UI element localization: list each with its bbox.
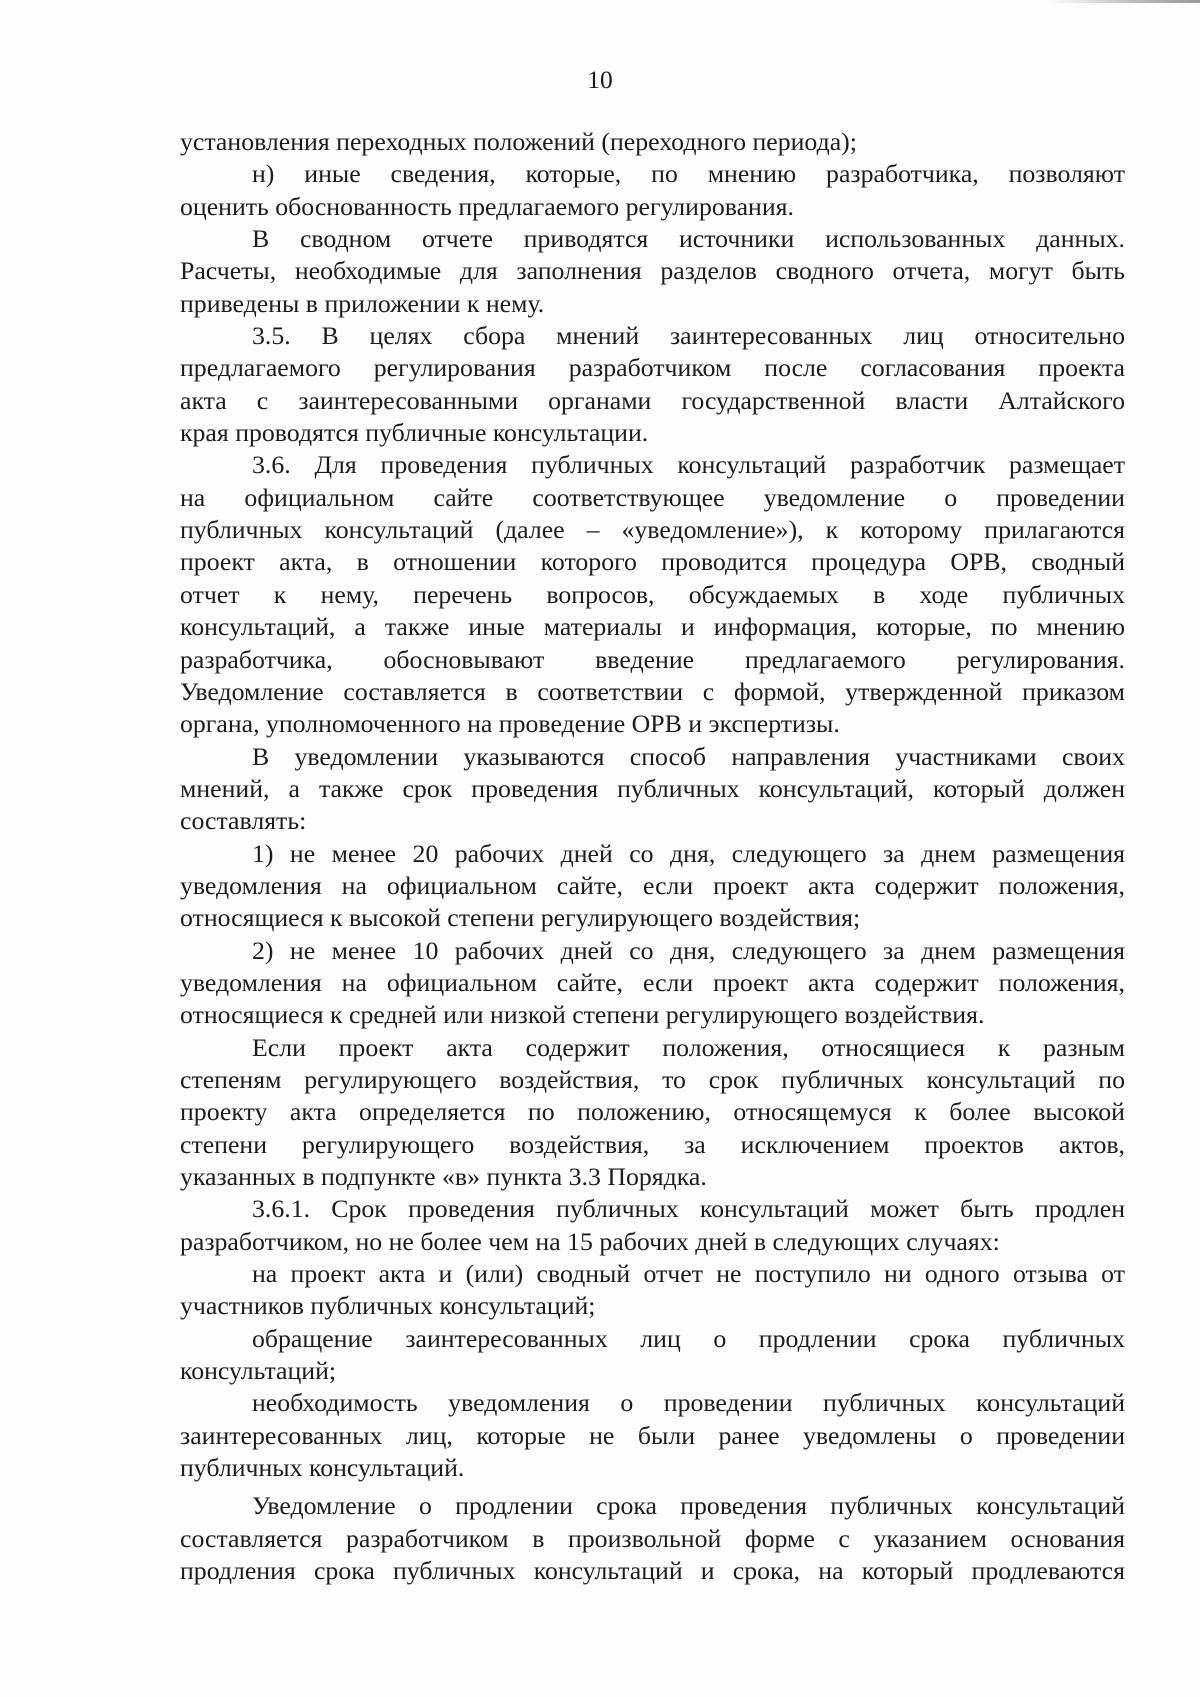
text-line: уведомления на официальном сайте, если проект акта содержит положения, (180, 870, 1125, 900)
text-line: проекту акта определяется по положению, относящемуся к более высокой (180, 1097, 1125, 1127)
text-line: 3.6. Для проведения публичных консультаций разработчик размещает (252, 450, 1125, 480)
text-line: н) иные сведения, которые, по мнению разработчика, позволяют (252, 159, 1125, 189)
text-line: установления переходных положений (переходного периода); (180, 127, 857, 156)
text-line: составляется разработчиком в произвольной форме с указанием основания (180, 1523, 1125, 1553)
text-line: В сводном отчете приводятся источники использованных данных. (252, 224, 1125, 254)
text-line: 1) не менее 20 рабочих дней со дня, следующего за днем размещения (252, 838, 1125, 868)
text-line: Расчеты, необходимые для заполнения разделов сводного отчета, могут быть (180, 256, 1125, 286)
text-line: обращение заинтересованных лиц о продлении срока публичных (252, 1323, 1125, 1353)
text-line: приведены в приложении к нему. (180, 288, 545, 318)
text-line: консультаций; (180, 1356, 337, 1386)
text-line: составлять: (180, 806, 307, 836)
text-line: отчет к нему, перечень вопросов, обсуждаемых в ходе публичных (180, 579, 1125, 609)
text-line: относящиеся к средней или низкой степени регулирующего воздействия. (180, 1000, 985, 1030)
text-line: консультаций, а также иные материалы и информация, которые, по мнению (180, 612, 1125, 642)
document-body (180, 126, 1125, 1587)
text-line: акта с заинтересованными органами государственной власти Алтайского (180, 385, 1125, 415)
text-line: 2) не менее 10 рабочих дней со дня, следующего за днем размещения (252, 935, 1125, 965)
text-line: разработчиком, но не более чем на 15 рабочих дней в следующих случаях: (180, 1226, 1000, 1256)
text-line: Уведомление составляется в соответствии с формой, утвержденной приказом (180, 676, 1125, 706)
scan-edge-mark (1050, 0, 1200, 3)
text-line: предлагаемого регулирования разработчиком после согласования проекта (180, 353, 1125, 383)
text-line: Если проект акта содержит положения, относящиеся к разным (252, 1032, 1125, 1062)
text-line: публичных консультаций (далее – «уведомление»), к которому прилагаются (180, 515, 1125, 545)
text-line: публичных консультаций. (180, 1453, 465, 1483)
text-line: мнений, а также срок проведения публичных консультаций, который должен (180, 773, 1125, 803)
text-line: проект акта, в отношении которого проводится процедура ОРВ, сводный (180, 547, 1125, 577)
text-line: края проводятся публичные консультации. (180, 418, 649, 448)
text-line: относящиеся к высокой степени регулирующего воздействия; (180, 903, 861, 933)
text-line: необходимость уведомления о проведении публичных консультаций (252, 1388, 1125, 1418)
text-line: оценить обоснованность предлагаемого регулирования. (180, 191, 794, 221)
text-line: разработчика, обосновывают введение предлагаемого регулирования. (180, 644, 1125, 674)
text-line: 3.5. В целях сбора мнений заинтересованных лиц относительно (252, 321, 1125, 351)
text-line: органа, уполномоченного на проведение ОРВ и экспертизы. (180, 709, 840, 739)
text-line: степеням регулирующего воздействия, то срок публичных консультаций по (180, 1064, 1125, 1094)
text-line: уведомления на официальном сайте, если проект акта содержит положения, (180, 967, 1125, 997)
text-line: заинтересованных лиц, которые не были ранее уведомлены о проведении (180, 1420, 1125, 1450)
text-line: 3.6.1. Срок проведения публичных консультаций может быть продлен (252, 1194, 1125, 1224)
text-line: продления срока публичных консультаций и срока, на который продлеваются (180, 1556, 1125, 1586)
text-line: на официальном сайте соответствующее уведомление о проведении (180, 482, 1125, 512)
text-line: В уведомлении указываются способ направления участниками своих (252, 741, 1125, 771)
text-line: Уведомление о продлении срока проведения публичных консультаций (252, 1491, 1125, 1521)
page-number: 10 (587, 65, 613, 94)
text-line: на проект акта и (или) сводный отчет не поступило ни одного отзыва от (252, 1259, 1125, 1289)
text-line: указанных в подпункте «в» пункта 3.3 Порядка. (180, 1162, 707, 1191)
text-line: участников публичных консультаций; (180, 1291, 596, 1321)
text-line: степени регулирующего воздействия, за исключением проектов актов, (180, 1129, 1125, 1159)
